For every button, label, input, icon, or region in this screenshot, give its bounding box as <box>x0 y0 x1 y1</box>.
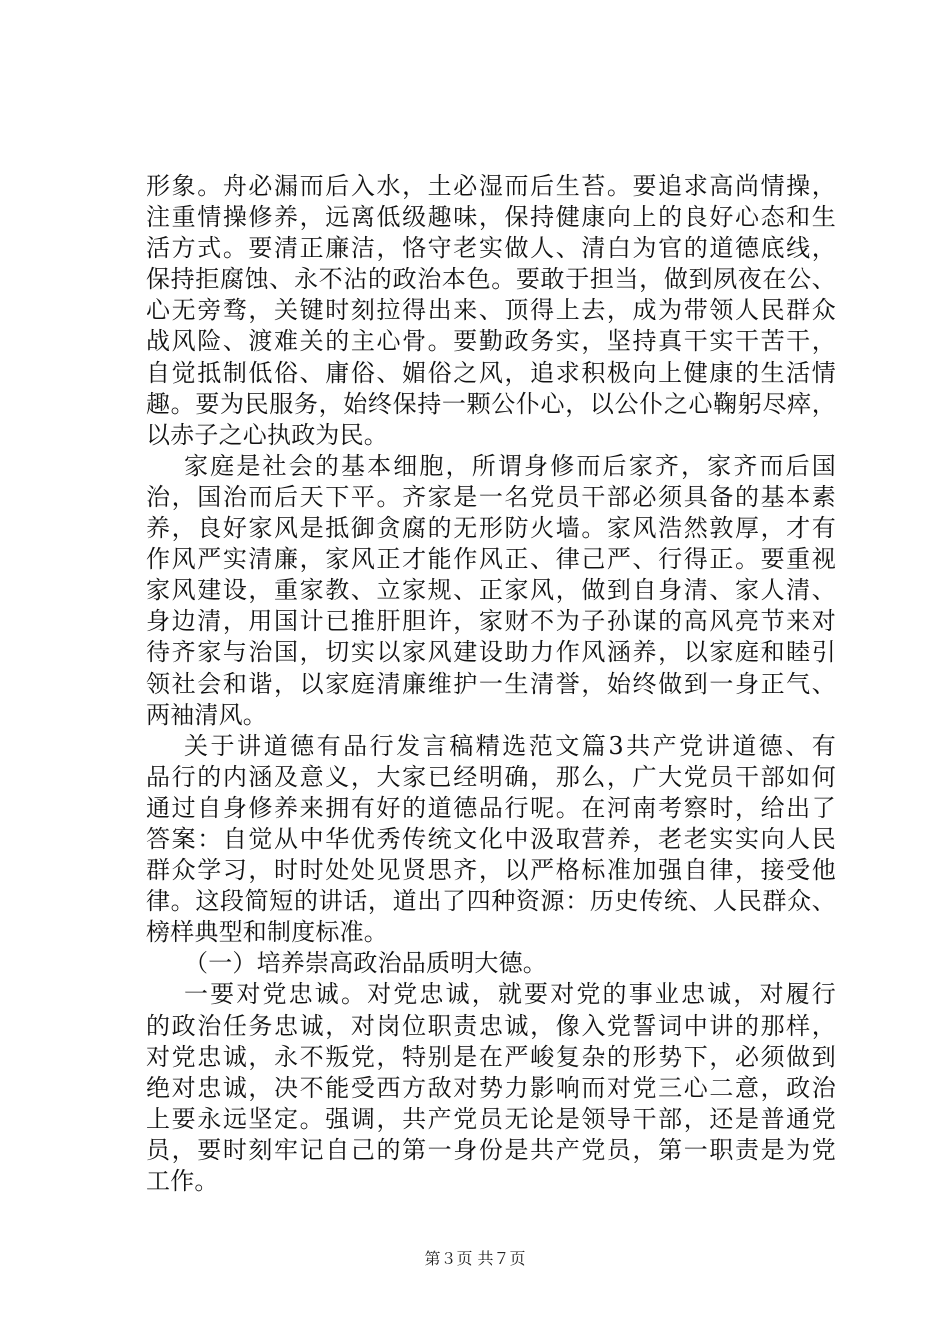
paragraph-start-line: 关于讲道德有品行发言稿精选范文篇3共产党讲道德、有 <box>184 731 836 760</box>
text-line: 工作。 <box>146 1167 219 1195</box>
paragraph-start-line: 一要对党忠诚。对党忠诚，就要对党的事业忠诚，对履行 <box>184 980 836 1009</box>
text-line: 保持拒腐蚀、永不沾的政治本色。要敢于担当，做到夙夜在公、 <box>146 265 836 294</box>
text-line: 榜样典型和制度标准。 <box>146 918 388 947</box>
text-line: 的政治任务忠诚，对岗位职责忠诚，像入党誓词中讲的那样， <box>146 1011 836 1040</box>
text-line: 通过自身修养来拥有好的道德品行呢。在河南考察时，给出了 <box>146 793 836 822</box>
text-line: 趣。要为民服务，始终保持一颗公仆心，以公仆之心鞠躬尽瘁， <box>146 389 836 418</box>
text-line: 战风险、渡难关的主心骨。要勤政务实，坚持真干实干苦干， <box>146 327 836 356</box>
text-line: 作风严实清廉，家风正才能作风正、律己严、行得正。要重视 <box>146 545 836 574</box>
paragraph-start-line: 家庭是社会的基本细胞，所谓身修而后家齐，家齐而后国 <box>184 451 836 480</box>
text-line: 员，要时刻牢记自己的第一身份是共产党员，第一职责是为党 <box>146 1135 836 1164</box>
page-number-footer: 第３页 共７页 <box>424 1249 526 1268</box>
body-text <box>146 171 836 1197</box>
text-line: 活方式。要清正廉洁，恪守老实做人、清白为官的道德底线， <box>146 234 836 263</box>
text-line: 身边清，用国计已推肝胆许，家财不为子孙谋的高风亮节来对 <box>146 607 836 636</box>
text-line: 注重情操修养，远离低级趣味，保持健康向上的良好心态和生 <box>146 203 836 232</box>
text-line: 律。这段简短的讲话，道出了四种资源：历史传统、人民群众、 <box>146 887 836 916</box>
text-line: 对党忠诚，永不叛党，特别是在严峻复杂的形势下，必须做到 <box>146 1042 836 1071</box>
text-line: 群众学习，时时处处见贤思齐，以严格标准加强自律，接受他 <box>146 856 836 885</box>
text-line: 上要永远坚定。强调，共产党员无论是领导干部，还是普通党 <box>146 1104 836 1133</box>
text-line: 答案：自觉从中华优秀传统文化中汲取营养，老老实实向人民 <box>146 824 836 853</box>
text-line: 治，国治而后天下平。齐家是一名党员干部必须具备的基本素 <box>146 482 836 511</box>
text-line: 家风建设，重家教、立家规、正家风，做到自身清、家人清、 <box>146 576 836 605</box>
text-line: 两袖清风。 <box>146 700 267 729</box>
text-line: 品行的内涵及意义，大家已经明确，那么，广大党员干部如何 <box>146 762 836 791</box>
text-line: 自觉抵制低俗、庸俗、媚俗之风，追求积极向上健康的生活情 <box>146 358 836 387</box>
text-line: 领社会和谐，以家庭清廉维护一生清誉，始终做到一身正气、 <box>146 669 836 698</box>
text-line: 绝对忠诚，决不能受西方敌对势力影响而对党三心二意，政治 <box>146 1073 836 1102</box>
section-heading: （一）培养崇高政治品质明大德。 <box>184 949 547 978</box>
text-line: 以赤子之心执政为民。 <box>146 420 388 449</box>
text-line: 形象。舟必漏而后入水，土必湿而后生苔。要追求高尚情操， <box>146 172 836 200</box>
text-line: 心无旁骛，关键时刻拉得出来、顶得上去，成为带领人民群众 <box>146 296 836 325</box>
text-line: 养，良好家风是抵御贪腐的无形防火墙。家风浩然敦厚，才有 <box>146 514 836 543</box>
text-line: 待齐家与治国，切实以家风建设助力作风涵养，以家庭和睦引 <box>146 638 836 667</box>
